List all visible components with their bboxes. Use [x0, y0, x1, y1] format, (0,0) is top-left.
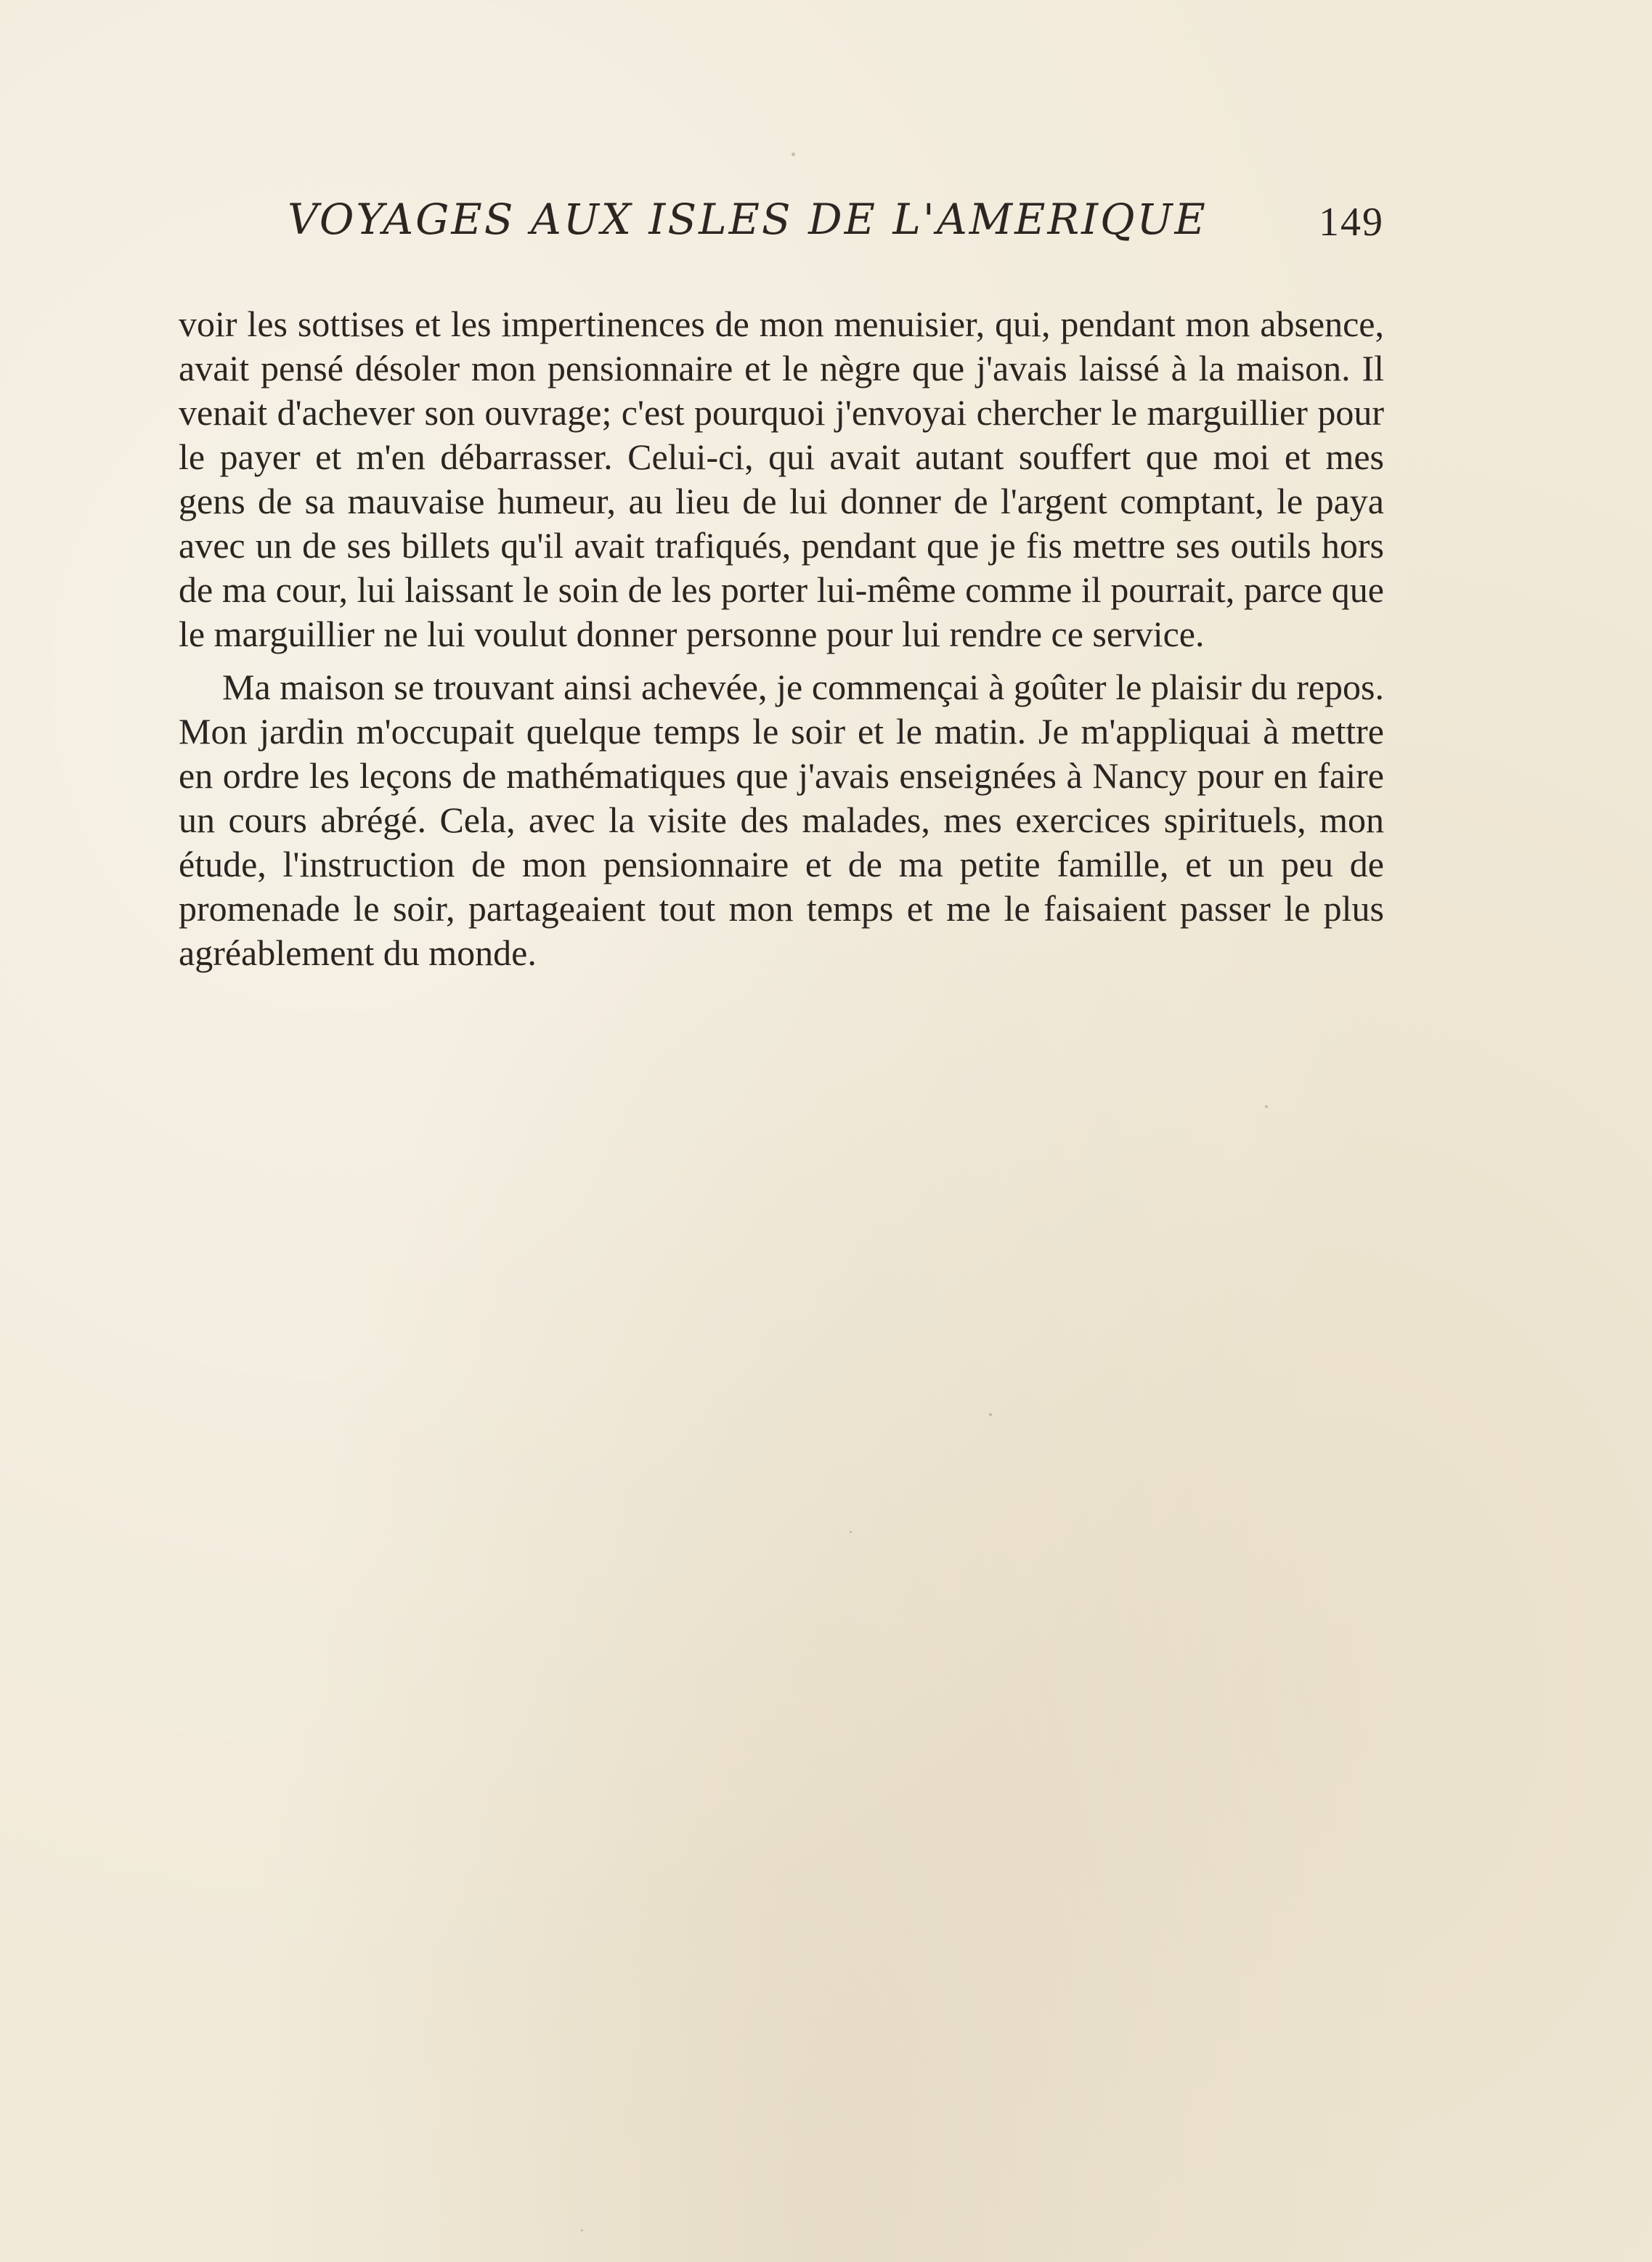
paper-speck: [1265, 1105, 1268, 1108]
running-title: VOYAGES AUX ISLES DE L'AMERIQUE: [288, 195, 1208, 244]
running-head: [288, 195, 1384, 260]
paragraph-2: Ma maison se trouvant ainsi achevée, je commençai à goûter le plaisir du repos. Mon jardin m'occupait quelque temps le soir et le matin. Je m'appliquai à mettre en ordre les leçons de mathématiques que j'avais enseignées à Nancy pour en faire un cours abrégé. Cela, avec la visite des malades, mes exercices spirituels, mon étude, l'instruction de mon pensionnaire et de ma petite famille, et un peu de promenade le soir, partageaient tout mon temps et me le faisaient passer le plus agréablement du monde.: [179, 667, 1384, 973]
body-text: [179, 302, 1384, 975]
page-number: 149: [1319, 200, 1384, 245]
paper-speck: [989, 1413, 992, 1416]
paper-speck: [581, 2229, 583, 2232]
paper-speck: [792, 152, 795, 156]
paper-speck: [850, 1531, 852, 1533]
paragraph-1: voir les sottises et les impertinences de mon menuisier, qui, pendant mon absence, avait pensé désoler mon pensionnaire et le nègre que j'avais laissé à la maison. Il venait d'achever son ouvrage; c'est pourquoi j'envoyai chercher le marguillier pour le payer et m'en débarrasser. Celui-ci, qui avait autant souffert que moi et mes gens de sa mauvaise humeur, au lieu de lui donner de l'argent comptant, le paya avec un de ses billets qu'il avait trafiqués, pendant que je fis mettre ses outils hors de ma cour, lui laissant le soin de les porter lui-même comme il pourrait, parce que le marguillier ne lui voulut donner personne pour lui rendre ce service.: [179, 304, 1384, 654]
